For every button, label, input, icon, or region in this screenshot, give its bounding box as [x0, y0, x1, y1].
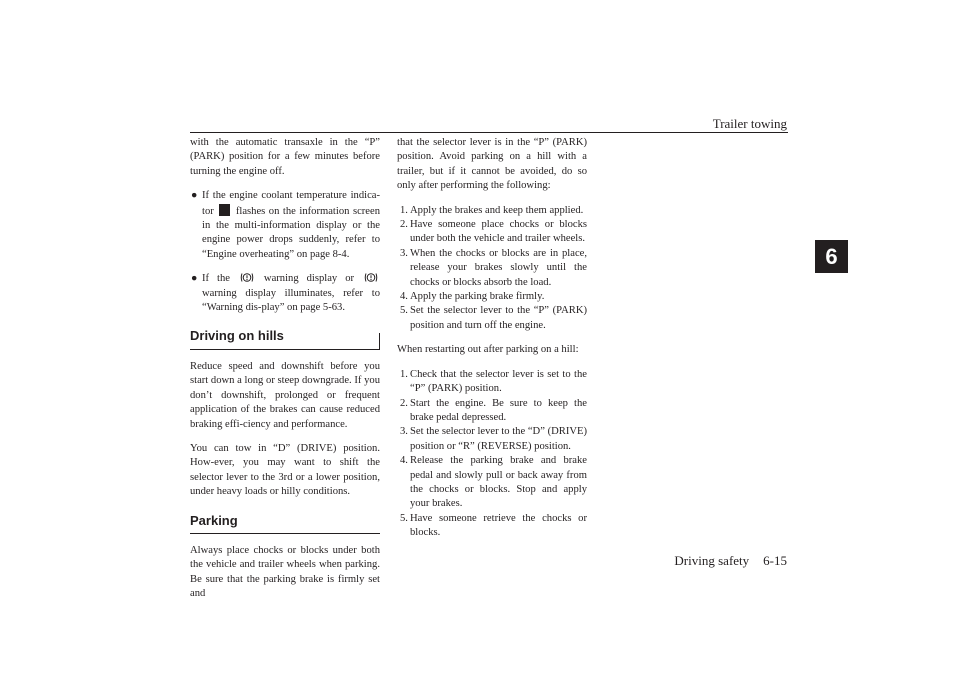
coolant-temperature-icon	[219, 204, 230, 216]
bullet-text: If the engine coolant temperature indica-tor	[202, 190, 380, 217]
bullet-text: If the	[202, 273, 238, 285]
list-item: 3. Set the selector lever to the “D” (DRIVE) position or “R” (REVERSE) position.	[400, 426, 587, 452]
paragraph: When restarting out after parking on a hill:	[397, 344, 579, 356]
bullet-text: warning display illuminates, refer to “Warning dis-play” on page 5-63.	[202, 287, 380, 314]
paragraph: Reduce speed and downshift before you start down a long or steep downgrade. If you don’t downshift, prolonged or frequent application of the brakes can cause reduced braking effi-ciency and performance.	[190, 360, 380, 430]
section-title: Driving on hills	[190, 328, 284, 344]
bullet-icon: ●	[191, 273, 198, 285]
left-column	[190, 136, 380, 612]
restart-steps-list	[397, 368, 587, 541]
list-item: 4. Apply the parking brake firmly.	[400, 291, 545, 303]
page-number: 6-15	[763, 553, 787, 568]
chapter-tab: 6	[815, 240, 848, 273]
list-item: 3. When the chocks or blocks are in place, release your brakes slowly until the chocks or blocks absorb the load.	[400, 247, 587, 288]
parking-steps-list	[397, 204, 587, 334]
list-item: 5. Have someone retrieve the chocks or blocks.	[400, 512, 587, 539]
right-column	[397, 136, 587, 551]
section-tick	[379, 333, 380, 349]
paragraph: You can tow in “D” (DRIVE) position. How-ever, you may want to shift the selector lever to the 3rd or a lower position, under heavy loads or hilly conditions.	[190, 442, 380, 498]
header-rule	[190, 132, 788, 133]
section-heading-parking	[190, 510, 380, 534]
list-item: 4. Release the parking brake and brake pedal and slowly pull or back away from the chocks or blocks. Stop and apply your brakes.	[400, 455, 587, 510]
list-item: 1. Apply the brakes and keep them applied.	[400, 204, 584, 216]
gear-warning-icon	[364, 272, 378, 283]
list-item: 1. Check that the selector lever is set to the “P” (PARK) position.	[400, 368, 587, 395]
bullet-icon: ●	[191, 190, 198, 202]
gear-warning-icon	[240, 272, 254, 283]
section-heading-driving-on-hills	[190, 325, 380, 349]
list-item: 5. Set the selector lever to the “P” (PARK) position and turn off the engine.	[400, 305, 587, 331]
footer-section: Driving safety	[674, 553, 750, 568]
page-footer	[674, 553, 787, 569]
paragraph: that the selector lever is in the “P” (PARK) position. Avoid parking on a hill with a trailer, but if it cannot be avoided, do so only after performing the following:	[397, 137, 587, 192]
paragraph: Always place chocks or blocks under both the vehicle and trailer wheels when parking. Be sure that the parking brake is firmly set and	[190, 544, 380, 600]
paragraph: with the automatic transaxle in the “P” (PARK) position for a few minutes before turning the engine off.	[190, 137, 380, 177]
bullet-item	[190, 189, 380, 262]
list-item: 2. Have someone place chocks or blocks under both the vehicle and trailer wheels.	[400, 219, 587, 245]
bullet-item	[190, 272, 380, 315]
list-item: 2. Start the engine. Be sure to keep the brake pedal depressed.	[400, 397, 587, 423]
bullet-text: warning display or	[255, 273, 362, 285]
bullet-text: flashes on the information screen in the multi-information display or the engine power drops suddenly, refer to “Engine overheating” on page 8-4.	[202, 205, 381, 260]
section-title: Parking	[190, 512, 238, 528]
page-header-title: Trailer towing	[712, 116, 787, 131]
